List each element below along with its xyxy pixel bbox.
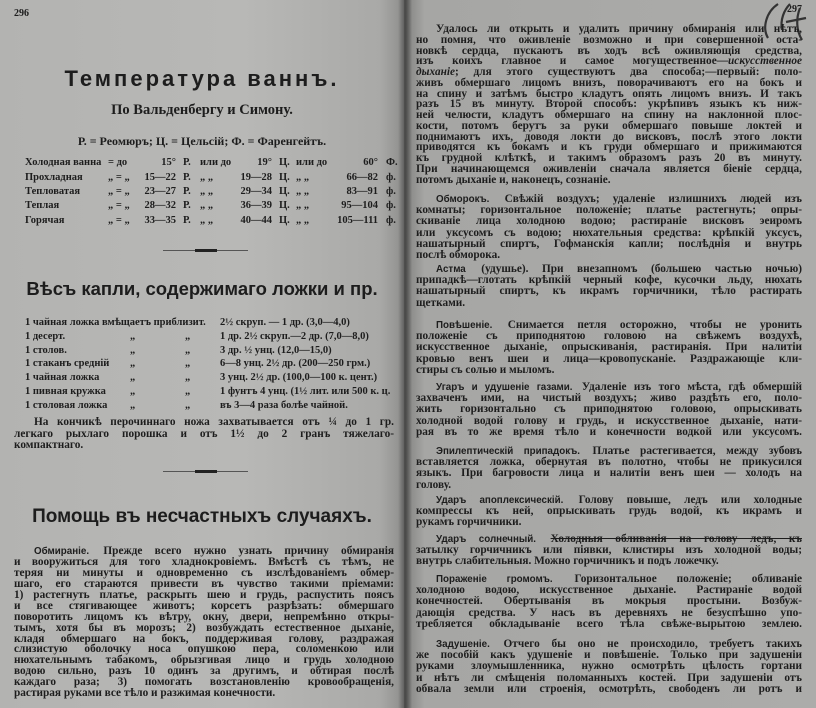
text-line: [416, 427, 802, 438]
cell-mid2: „ „: [296, 200, 310, 211]
cell-value: 1 др. 2½ скруп.—2 др. (7,0—8,0): [220, 331, 369, 342]
cell-name: Прохладная: [25, 172, 83, 183]
line-text: языкъ. При багровости лица и налитіи венъ шеи — холодъ на: [416, 467, 802, 480]
cell-reaumur: 23—27: [144, 186, 176, 197]
cell-sep: „ = „: [108, 172, 130, 183]
line-text: кладя обмершаго на бокъ, поддерживая голову, раздражая: [14, 632, 394, 645]
section-title-accidents: Помощь въ несчастныхъ случаяхъ.: [32, 506, 372, 527]
line-text: Снимается петля осторожно, чтобы не уронить: [507, 319, 802, 331]
line-text: компрессы къ ней, опрыскивать грудь водой, къ икрамъ и: [416, 505, 802, 518]
line-text: Свѣжій воздухъ; удаленіе излишнихъ людей изъ: [504, 193, 802, 205]
line-text: 1) растегнуть платье, раскрыть шею и грудь, распустить поясъ: [14, 588, 394, 601]
cell-item: 1 стаканъ средній: [25, 358, 110, 369]
line-text: и вооружиться для того хладнокровіемъ. Вмѣстѣ съ тѣмъ, не: [14, 555, 394, 568]
line-text: захваченъ ими, на чистый воздухъ; живо раздѣть его, поло-: [416, 392, 802, 405]
table-row: [0, 372, 404, 386]
cell-fahrenheit: 60°: [363, 157, 378, 168]
line-text: къ грудной клѣткѣ, и такимъ образомъ разъ 20 въ минуту.: [416, 152, 802, 164]
text-line: [416, 480, 802, 491]
line-text: и все стягивающее животъ; корсетъ разрѣзать: обмершаго: [14, 599, 394, 612]
cell-c-unit: Ц.: [279, 186, 290, 197]
cell-mid: „ „: [200, 215, 214, 226]
text-line: [416, 298, 802, 309]
cell-value: 2½ скруп. — 1 др. (3,0—4,0): [220, 317, 350, 328]
line-text: поднимаютъ ихъ, доводя локти до висковъ, послѣ этого локти: [416, 130, 802, 143]
line-text: поворотить лицомъ къ вѣтру, окну, двери, непремѣнно откры-: [14, 610, 394, 623]
paragraph-section: [416, 382, 802, 438]
text-line: [14, 688, 394, 699]
line-text: затылку горчичникъ или піявки, клистиры изъ холодной воды;: [416, 544, 802, 557]
line-text: слизистую оболочку носа опушкою пера, соломенкою или: [14, 643, 394, 656]
line-text: или уксусомъ съ водою; нюхательныя средства: крѣпкій уксусъ,: [416, 226, 802, 239]
divider: [163, 250, 248, 251]
line-text: каждаго раза; 3) помогать возстановленію кровообращенія,: [14, 676, 394, 689]
cell-reaumur: 15—22: [144, 172, 176, 183]
line-text: При начинающемся оживленіи сначала является біеніе сердца,: [416, 162, 802, 175]
line-text: рукамъ горчичники.: [416, 516, 522, 529]
text-line: [14, 440, 394, 452]
page-number: 296: [14, 8, 29, 19]
cell-fahrenheit: 95—104: [341, 200, 378, 211]
cell-value: въ 3—4 раза болѣе чайной.: [220, 400, 348, 411]
cell-mid: или до: [200, 157, 232, 168]
line-text: вставляется ложка, обернутая въ полотно, чтобы не прикусился: [416, 456, 802, 469]
note-paragraph: [14, 417, 394, 452]
line-text: приводятся къ бокамъ и къ груди обмершаго и прижимаются: [416, 141, 802, 154]
line-text: холодной водой голову и грудь, и искусственное дыханіе, нати-: [416, 414, 802, 427]
left-page: [0, 0, 404, 708]
cell-d1: „: [130, 331, 136, 342]
cell-value: 1 фунтъ 4 унц. (1½ лит. или 500 к. ц.: [220, 386, 391, 397]
line-text: ней челюсти, кладутъ обмершаго на спину на наклонной плос-: [416, 109, 802, 121]
cell-item: 1 чайная ложка: [25, 372, 100, 383]
table-row: [0, 215, 404, 229]
cell-fahrenheit: 105—111: [337, 215, 378, 226]
paragraph-lead: Обмираніе.: [34, 546, 90, 557]
cell-item: 1 чайная ложка вмѣщаетъ приблизит.: [25, 317, 206, 328]
cell-r-unit: Р.: [183, 157, 191, 168]
paragraph-resuscitation: [416, 24, 802, 185]
cell-mid: „ „: [200, 172, 214, 183]
cell-reaumur: 15°: [161, 157, 176, 168]
line-text: же пособій какъ удушеніе и повѣшеніе. Только при задушеніи: [416, 649, 802, 662]
line-text: компактнаго.: [14, 439, 84, 451]
cell-reaumur: 28—32: [144, 200, 176, 211]
line-text: Голову повыше, ледъ или холодные: [578, 494, 803, 506]
line-text: руками злоумышленника, нужно осмотрѣть цѣлость гортани: [416, 660, 802, 673]
line-text: конечностей. Обертыванія въ мокрыя простыни. Возбуж-: [416, 595, 802, 608]
line-text: ; для этого существуютъ два способа;—первый: поло-: [455, 66, 802, 78]
cell-d2: „: [185, 400, 191, 411]
text-line: [416, 684, 802, 695]
paragraph-section: [416, 574, 802, 630]
line-text: положеніе съ приподнятою головою на свѣжемъ воздухѣ,: [416, 330, 802, 343]
line-text: Горизонтальное положеніе; обливаніе: [574, 573, 802, 585]
section-subtitle: По Вальденбергу и Симону.: [111, 102, 293, 118]
cell-celsius: 40—44: [240, 215, 272, 226]
table-row: [0, 157, 404, 171]
line-text: изъ коихъ главное и самое могущественное—: [416, 55, 729, 68]
page-number: 297: [787, 4, 802, 15]
paragraph-lead: Угаръ и удушеніе газами.: [436, 382, 573, 393]
cell-sep: „ = „: [108, 186, 130, 197]
cell-mid2: „ „: [296, 186, 310, 197]
cell-mid2: „ „: [296, 215, 310, 226]
cell-d1: „: [130, 372, 136, 383]
paragraph-fainting: [14, 546, 394, 699]
section-title-bath-temperature: Температура ваннъ.: [64, 66, 340, 91]
line-text: шаго, его стараются привести въ чувство такими пріемами:: [14, 577, 394, 590]
line-text: обвала земли или строенія, осмотрѣть, свободенъ ли ротъ и: [416, 682, 802, 695]
cell-r-unit: Р.: [183, 215, 191, 226]
line-text: рая въ то же время тѣло и конечности водкой или уксусомъ.: [416, 425, 802, 438]
table-row: [0, 386, 404, 400]
scale-legend: Р. = Реомюръ; Ц. = Цельсій; Ф. = Фаренгейтъ.: [77, 134, 327, 148]
cell-d1: „: [130, 345, 136, 356]
paragraph-section: [416, 534, 802, 568]
cell-d1: „: [130, 386, 136, 397]
cell-f-unit: ф.: [386, 186, 396, 197]
paragraph-section: [416, 194, 802, 261]
line-text: легкаго рыхлаго порошка и отъ 1½ до 2 гранъ тяжелаго-: [14, 427, 394, 440]
right-page: [404, 0, 816, 708]
text-line: [416, 365, 802, 376]
paragraph-lead: Пораженіе громомъ.: [436, 574, 553, 585]
cell-f-unit: ф.: [386, 215, 396, 226]
line-text: припадкѣ—глотать крѣпкій черный кофе, кусочки льду, нюхать: [416, 274, 802, 287]
line-text: искусственное: [728, 55, 802, 68]
line-text: комнаты; горизонтальное положеніе; платье растегнуть; опры-: [416, 204, 802, 217]
text-line: [416, 286, 802, 297]
divider: [163, 471, 248, 472]
cell-r-unit: Р.: [183, 200, 191, 211]
cell-f-unit: ф.: [386, 172, 396, 183]
cell-mid: „ „: [200, 200, 214, 211]
line-text: но помня, что оживленіе возможно и при совершенной оста-: [416, 33, 802, 46]
line-text: жить горизонтально съ приподнятою головою, опрыскивать: [416, 403, 802, 416]
line-text: скиваніе лица холодною водою; растираніе висковъ эеиромъ: [416, 215, 802, 228]
line-text: стиры съ солью и мыломъ.: [416, 363, 555, 376]
line-text: голову.: [416, 478, 452, 491]
line-text: Удаленіе изъ того мѣста, гдѣ обмершій: [581, 381, 802, 393]
line-text: Отчего бы оно не происходило, требуетъ такихъ: [503, 638, 802, 650]
paragraph-lead: Задушеніе.: [436, 639, 490, 650]
table-row: [0, 358, 404, 372]
cell-sep: „ = „: [108, 215, 130, 226]
cell-c-unit: Ц.: [279, 157, 290, 168]
cell-celsius: 36—39: [240, 200, 272, 211]
text-line: [416, 175, 802, 186]
line-text: дающія средства. У насъ въ деревняхъ не безуспѣшно упо-: [416, 606, 802, 619]
table-row: [0, 331, 404, 345]
line-text: Прежде всего нужно узнать причину обмиранія: [103, 545, 395, 557]
cell-name: Горячая: [25, 215, 65, 226]
line-text: (удушье). При внезапномъ (большею частью ночью): [481, 263, 802, 275]
line-text: на спину и затѣмъ быстро кладутъ опять лицомъ внизъ. И такъ: [416, 87, 802, 100]
line-text: и нѣтъ ли смѣщенія поломанныхъ костей. При задушеніи отъ: [416, 671, 802, 684]
text-line: [416, 468, 802, 479]
text-line: [416, 619, 802, 630]
paragraph-lead: Астма: [436, 264, 466, 275]
cell-fahrenheit: 83—91: [346, 186, 378, 197]
cell-c-unit: Ц.: [279, 200, 290, 211]
paragraph-lead: Ударъ солнечный.: [436, 534, 536, 545]
line-text: нюхательнымъ табакомъ, обрызгивая лицо и грудь холодною: [14, 654, 394, 667]
cell-item: 1 столовая ложка: [25, 400, 108, 411]
paragraph-section: [416, 495, 802, 529]
line-text: Платье растегивается, между зубовъ: [592, 445, 802, 457]
cell-celsius: 29—34: [240, 186, 272, 197]
paragraph-section: [416, 320, 802, 376]
cell-d2: „: [185, 345, 191, 356]
cell-r-unit: Р.: [183, 186, 191, 197]
cell-mid2: „ „: [296, 172, 310, 183]
line-text: требляется обкладываніе всего тѣла свѣже-вырытою землею.: [416, 617, 802, 630]
paragraph-section: [416, 639, 802, 695]
paragraph-lead: Эпилептическій припадокъ.: [436, 446, 580, 457]
cell-c-unit: Ц.: [279, 215, 290, 226]
table-row: [0, 317, 404, 331]
line-text: щетками.: [416, 296, 466, 309]
line-text: разъ 15 въ минуту. Второй способъ: укрѣпивъ языкъ къ ниж-: [416, 98, 802, 111]
line-text: Холодныя обливанія на голову ледъ, къ: [550, 533, 802, 545]
cell-r-unit: Р.: [183, 172, 191, 183]
table-row: [0, 200, 404, 214]
line-text: Удалось ли открыть и удалить причину обмиранія или нѣтъ,: [436, 23, 802, 35]
text-line: [416, 556, 802, 567]
cell-value: 3 унц. 2½ др. (100,0—100 к. цент.): [220, 372, 378, 383]
line-text: потомъ дыханіе и, наконецъ, сознаніе.: [416, 173, 611, 186]
cell-d2: „: [185, 372, 191, 383]
section-title-measures: Вѣсъ капли, содержимаго ложки и пр.: [26, 278, 378, 299]
cell-d1: „: [130, 358, 136, 369]
cell-f-unit: ф.: [386, 200, 396, 211]
line-text: растирая руками все тѣло и разжимая конечности.: [14, 687, 276, 700]
table-row: [0, 172, 404, 186]
line-text: кровью венъ шеи и лица—кровопусканіе. Раздражающіе кли-: [416, 352, 802, 365]
paragraph-lead: Ударъ апоплексическій.: [436, 495, 564, 506]
line-text: холодною водою, искусственное дыханіе. Растираніе водой: [416, 584, 802, 597]
table-row: [0, 345, 404, 359]
line-text: послѣ обморока.: [416, 248, 501, 261]
line-text: тымъ, хотя бы въ морозъ; 2) возбуждать естественное дыханіе,: [14, 621, 394, 634]
line-text: кости, потомъ берутъ за руки обмершаго повыше локтей и: [416, 119, 802, 132]
text-line: [416, 250, 802, 261]
line-text: живъ обмершаго лицомъ внизъ, поворачиваютъ его на бокъ и: [416, 76, 802, 89]
paragraph-lead: Обморокъ.: [436, 194, 490, 205]
line-text: искусственное дыханіе, опрыскиванія, растиранія. При налитіи: [416, 341, 802, 354]
text-line: [416, 517, 802, 528]
cell-d1: „: [130, 400, 136, 411]
paragraph-section: [416, 264, 802, 309]
paragraph-section: [416, 446, 802, 491]
cell-f-unit: Ф.: [386, 157, 398, 168]
line-text: водою сильно, разъ 10 одинъ за другимъ, и обтирая послѣ: [14, 665, 394, 678]
cell-celsius: 19—28: [240, 172, 272, 183]
table-row: [0, 400, 404, 414]
cell-celsius: 19°: [257, 157, 272, 168]
line-text: нашатырный спиртъ, Гофманскія капли; послѣднія и внутрь: [416, 237, 802, 250]
cell-mid: „ „: [200, 186, 214, 197]
cell-sep: „ = „: [108, 200, 130, 211]
line-text: новкѣ сердца, пускаютъ въ ходъ всѣ оживляющія средства,: [416, 44, 802, 57]
book-gutter: [398, 0, 412, 708]
cell-fahrenheit: 66—82: [346, 172, 378, 183]
paragraph-lead: Повѣшеніе.: [436, 320, 493, 331]
table-row: [0, 186, 404, 200]
line-text: нашатырный спиртъ, къ икрамъ горчичники, тѣло растирать: [416, 285, 802, 298]
cell-item: 1 пивная кружка: [25, 386, 106, 397]
cell-name: Тепловатая: [25, 186, 81, 197]
cell-item: 1 столов.: [25, 345, 67, 356]
cell-mid2: или до: [296, 157, 328, 168]
cell-name: Теплая: [25, 200, 60, 211]
cell-sep: = до: [108, 157, 128, 168]
cell-value: 3 др. ½ унц. (12,0—15,0): [220, 345, 332, 356]
line-text: дыханіе: [416, 66, 456, 78]
cell-d2: „: [185, 358, 191, 369]
cell-d2: „: [185, 331, 191, 342]
line-text: теряя ни минуты и одновременно съ изслѣдованіемъ обмер-: [14, 566, 394, 579]
cell-c-unit: Ц.: [279, 172, 290, 183]
cell-d2: „: [185, 386, 191, 397]
line-text: внутрь слабительныя. Можно горчичникъ и подъ ложечку.: [416, 555, 719, 568]
cell-reaumur: 33—35: [144, 215, 176, 226]
cell-name: Холодная ванна: [25, 157, 102, 168]
line-text: На кончикѣ перочиннаго ножа захватывается отъ ¼ до 1 гр.: [34, 416, 394, 428]
cell-value: 6—8 унц. 2½ др. (200—250 грм.): [220, 358, 371, 369]
cell-item: 1 десерт.: [25, 331, 66, 342]
